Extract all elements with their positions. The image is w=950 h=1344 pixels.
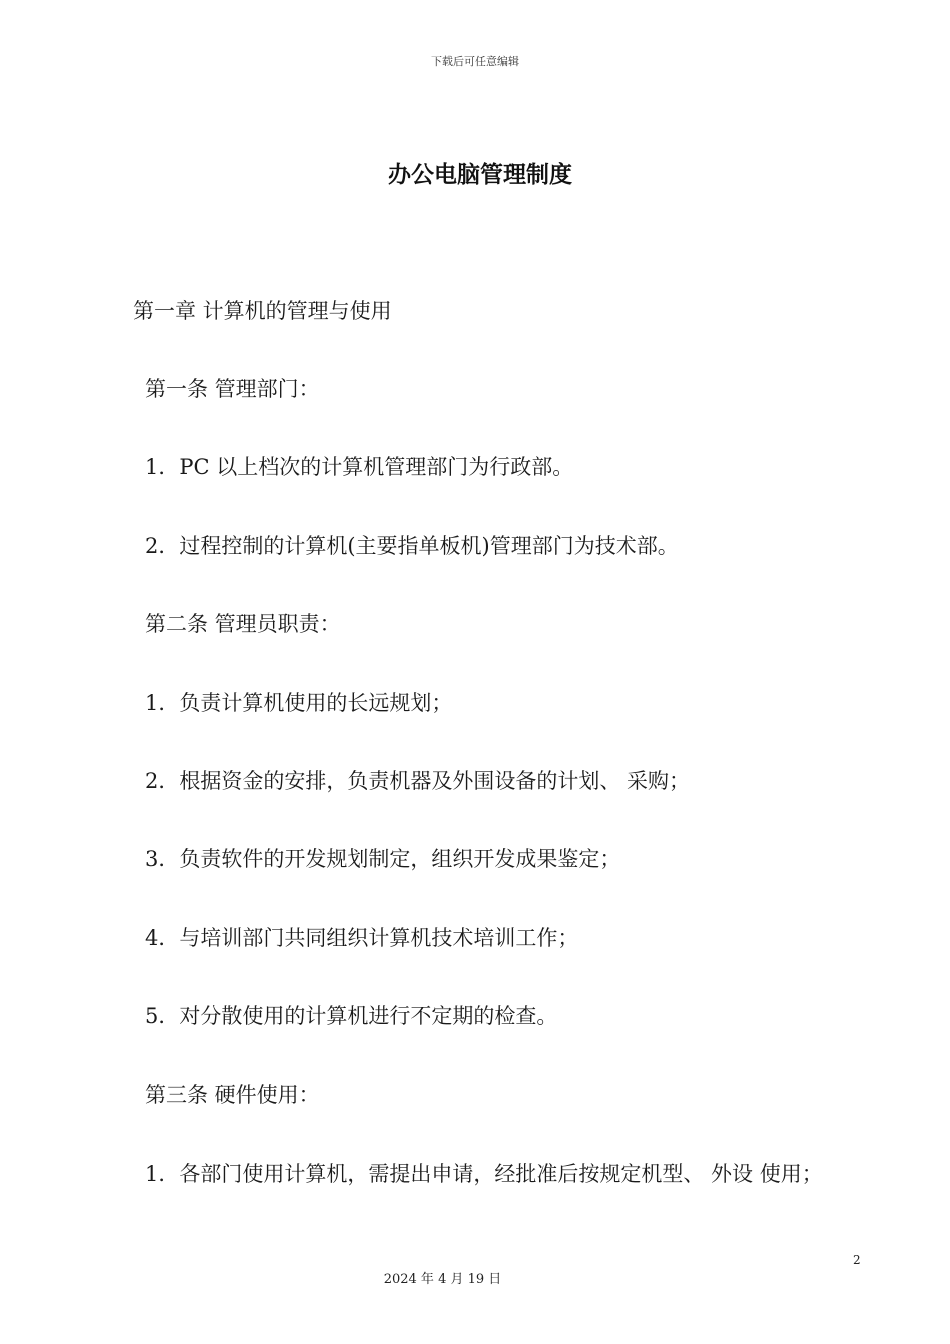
page-number: 2 <box>853 1253 861 1267</box>
header-note: 下载后可任意编辑 <box>431 55 519 68</box>
document-title: 办公电脑管理制度 <box>388 162 572 188</box>
article-1-item-2: 2．过程控制的计算机(主要指单板机)管理部门为技术部。 <box>145 534 679 558</box>
chapter-heading: 第一章 计算机的管理与使用 <box>133 299 392 323</box>
article-2-item-1: 1．负责计算机使用的长远规划； <box>145 691 453 715</box>
article-1-item-1: 1．PC 以上档次的计算机管理部门为行政部。 <box>145 455 574 479</box>
footer-date: 2024 年 4 月 19 日 <box>383 1272 502 1287</box>
article-3-heading: 第三条 硬件使用： <box>145 1083 320 1107</box>
article-2-item-2: 2．根据资金的安排，负责机器及外围设备的计划、 采购； <box>145 769 691 793</box>
article-2-item-5: 5．对分散使用的计算机进行不定期的检查。 <box>145 1004 558 1028</box>
article-2-heading: 第二条 管理员职责： <box>145 612 341 636</box>
article-3-item-1: 1．各部门使用计算机，需提出申请，经批准后按规定机型、 外设 使用； <box>145 1162 823 1186</box>
article-2-item-3: 3．负责软件的开发规划制定，组织开发成果鉴定； <box>145 847 621 871</box>
article-1-heading: 第一条 管理部门： <box>145 377 320 401</box>
article-2-item-4: 4．与培训部门共同组织计算机技术培训工作； <box>145 926 579 950</box>
